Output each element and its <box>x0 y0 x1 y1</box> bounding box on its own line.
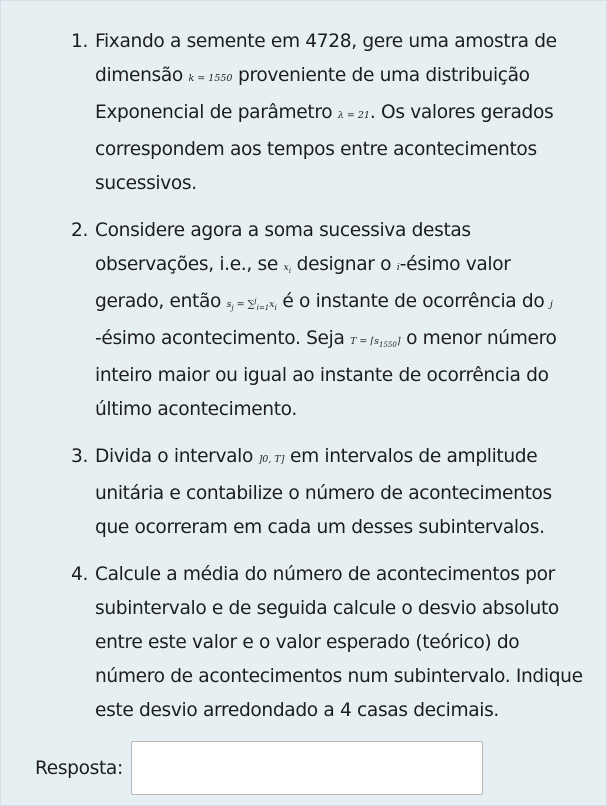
answer-label: Resposta: <box>35 757 123 779</box>
instruction-item-4 <box>1 558 601 728</box>
item-number: 1. <box>71 31 89 52</box>
math-ceiling-T: $T = ⌈s_{1550}⌉$ <box>350 336 401 349</box>
math-partial-sum: $s_j = \sum^j_{i=1}x_i$ <box>226 296 277 312</box>
math-i: i <box>396 262 400 273</box>
item-number: 3. <box>71 446 89 467</box>
answer-row <box>35 741 483 795</box>
item-text: -ésimo valor gerado, então <box>95 254 511 312</box>
item-text: Calcule a média do número de acontecimentos por subintervalo e de seguida calcule o desvio absoluto entre este valor e o valor esperado (teórico) do número de acontecimentos num subintervalo. Indique este desvio arredondado a 4 casas decimais. <box>95 564 583 721</box>
item-text: Considere agora a soma sucessiva destas observações, i.e., se <box>95 220 471 275</box>
item-text: o menor número inteiro maior ou igual ao instante de ocorrência do último acontecimento. <box>95 328 557 420</box>
item-text: em intervalos de amplitude unitária e contabilize o número de acontecimentos que ocorreram em cada um desses subintervalos. <box>95 446 552 538</box>
item-text: designar o <box>296 254 392 275</box>
item-text: -ésimo acontecimento. Seja <box>95 328 345 349</box>
instruction-item-3 <box>1 440 601 545</box>
math-xi: $x_i$ <box>283 262 292 275</box>
instruction-item-1 <box>1 25 601 201</box>
math-rate-parameter: λ = 21 <box>337 110 370 121</box>
math-interval: ]0, T] <box>258 454 285 465</box>
item-text: é o instante de ocorrência do <box>282 291 545 312</box>
item-number: 2. <box>71 220 89 241</box>
math-sample-size: k = 1550 <box>188 73 233 84</box>
item-text: Fixando a semente em 4728, gere uma amostra de dimensão <box>95 31 557 86</box>
answer-input[interactable] <box>131 741 483 795</box>
math-j: j <box>549 299 553 310</box>
instruction-item-2 <box>1 214 601 427</box>
item-text: . Os valores gerados correspondem aos tempos entre acontecimentos sucessivos. <box>95 102 554 194</box>
instruction-list <box>1 25 601 741</box>
item-text: proveniente de uma distribuição Exponencial de parâmetro <box>95 65 530 123</box>
item-number: 4. <box>71 564 89 585</box>
item-text: Divida o intervalo <box>95 446 254 467</box>
